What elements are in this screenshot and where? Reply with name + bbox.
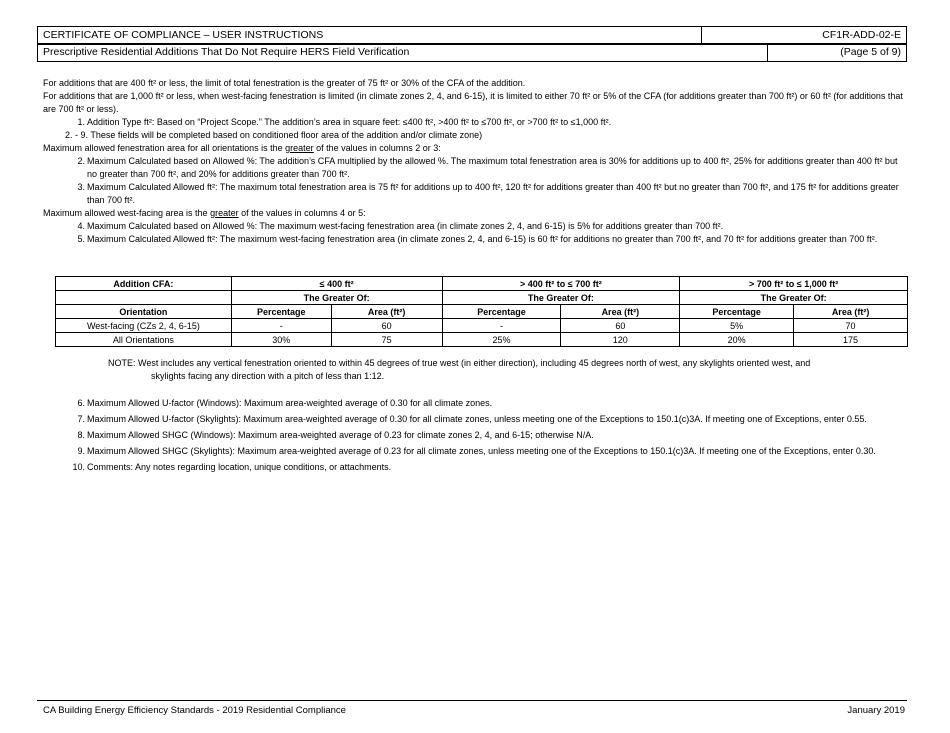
table-cell: 30% — [231, 333, 331, 347]
list-item: 9. Maximum Allowed SHGC (Skylights): Maximum area-weighted average of 0.23 for all climate zones, unless meeting one of the Exceptions to 150.1(c)3A. If meeting one of the Exceptions, enter 0.30. — [77, 446, 876, 456]
table-cell: 5% — [680, 319, 794, 333]
header-table-subtitle — [37, 43, 907, 62]
header-percentage: Percentage — [231, 305, 331, 319]
item-text: Addition Type ft²: Based on “Project Scope.” The addition’s area in square feet: ≤400 ft², >400 ft² to ≤700 ft², or >700 ft² to ≤1,000 ft². — [87, 117, 612, 127]
greater-of-3: The Greater Of: — [680, 291, 908, 305]
item-text: Maximum Calculated Allowed ft²: The maximum total fenestration area is 75 ft² for additions up to 400 ft², 120 ft² for additions greater than 400 ft² but no greater than 700 ft², and 175 ft² for additions greater than 700 ft². — [87, 182, 899, 205]
footer-date: January 2019 — [847, 705, 905, 716]
table-cell: - — [442, 319, 561, 333]
note-label: NOTE: — [108, 358, 139, 368]
table-row — [56, 333, 908, 347]
fenestration-table — [55, 276, 908, 347]
intro-paragraph-2: For additions that are 1,000 ft² or less, when west-facing fenestration is limited (in climate zones 2, 4, and 6-15), it is limited to either 70 ft² or 5% of the CFA (for additions greater than 700 ft²) or 60 ft² (for additions that are 700 ft² or less). — [43, 91, 903, 114]
row-label: All Orientations — [56, 333, 232, 347]
list-item: 8. Maximum Allowed SHGC (Windows): Maximum area-weighted average of 0.23 for climate zones 2, 4, and 6-15; otherwise N/A. — [77, 430, 594, 440]
note-text-continued: skylights facing any direction with a pitch of less than 1:12. — [151, 371, 385, 381]
header-range-1: ≤ 400 ft² — [231, 277, 442, 291]
greater-of-1: The Greater Of: — [231, 291, 442, 305]
list-item: 1. Addition Type ft²: Based on “Project Scope.” The addition’s area in square feet: ≤400 ft², >400 ft² to ≤700 ft², or >700 ft² to ≤1,000 ft². — [77, 117, 612, 127]
row-label: West-facing (CZs 2, 4, 6-15) — [56, 319, 232, 333]
instructions-intro — [43, 77, 909, 246]
item-text: Maximum Calculated based on Allowed %: The addition’s CFA multiplied by the allowed %. The maximum total fenestration area is 30% for additions up to 400 ft², 25% for additions greater than 400 ft² but no greater than 700 ft², and 20% for additions greater than 700 ft². — [87, 156, 898, 179]
list-item: 3. Maximum Calculated Allowed ft²: The maximum total fenestration area is 75 ft² for additions up to 400 ft², 120 ft² for additions greater than 400 ft² but no greater than 700 ft², and 175 ft² for additions greater than 700 ft². — [77, 182, 899, 205]
table-cell: - — [231, 319, 331, 333]
table-cell: 20% — [680, 333, 794, 347]
header-area: Area (ft²) — [794, 305, 908, 319]
document-subtitle: Prescriptive Residential Additions That Do Not Require HERS Field Verification — [38, 44, 768, 62]
header-range-2: > 400 ft² to ≤ 700 ft² — [442, 277, 680, 291]
header-percentage: Percentage — [680, 305, 794, 319]
item-text: Maximum Allowed SHGC (Windows): Maximum area-weighted average of 0.23 for climate zones 2, 4, and 6-15; otherwise N/A. — [87, 430, 594, 440]
table-cell: 70 — [794, 319, 908, 333]
list-item: 10. Comments: Any notes regarding location, unique conditions, or attachments. — [72, 462, 392, 472]
header-area: Area (ft²) — [561, 305, 680, 319]
table-row — [56, 319, 908, 333]
item-text: Comments: Any notes regarding location, unique conditions, or attachments. — [87, 462, 392, 472]
header-addition-cfa: Addition CFA: — [56, 277, 232, 291]
table-cell: 175 — [794, 333, 908, 347]
table-cell: 75 — [331, 333, 442, 347]
table-cell: 60 — [331, 319, 442, 333]
header-percentage: Percentage — [442, 305, 561, 319]
instruction-list — [43, 397, 909, 477]
max-all-heading: Maximum allowed fenestration area for all orientations is the greater of the values in columns 2 or 3: — [43, 143, 441, 153]
note-text: West includes any vertical fenestration oriented to within 45 degrees of true west (in either direction), including 45 degrees north of west, any skylights oriented west, and — [138, 358, 811, 368]
list-item: 5. Maximum Calculated Allowed ft²: The maximum west-facing fenestration area (in climate zones 2, 4, and 6-15) is 60 ft² for additions no greater than 700 ft², and 70 ft² for additions greater than 700 ft². — [77, 234, 878, 244]
item-text: Maximum Calculated Allowed ft²: The maximum west-facing fenestration area (in climate zones 2, 4, and 6-15) is 60 ft² for additions no greater than 700 ft², and 70 ft² for additions greater than 700 ft². — [87, 234, 878, 244]
footer-standards: CA Building Energy Efficiency Standards - 2019 Residential Compliance — [43, 705, 346, 716]
item-text: Maximum Allowed U-factor (Windows): Maximum area-weighted average of 0.30 for all climate zones. — [87, 398, 493, 408]
max-west-heading: Maximum allowed west-facing area is the greater of the values in columns 4 or 5: — [43, 208, 366, 218]
table-cell: 60 — [561, 319, 680, 333]
item-text: Maximum Allowed SHGC (Skylights): Maximum area-weighted average of 0.23 for all climate zones, unless meeting one of the Exceptions to 150.1(c)3A. If meeting one of the Exceptions, enter 0.30. — [87, 446, 876, 456]
page-number: (Page 5 of 9) — [768, 44, 907, 62]
header-range-3: > 700 ft² to ≤ 1,000 ft² — [680, 277, 908, 291]
footer-divider — [37, 700, 907, 701]
list-item: 6. Maximum Allowed U-factor (Windows): Maximum area-weighted average of 0.30 for all climate zones. — [77, 398, 493, 408]
document-title: CERTIFICATE OF COMPLIANCE – USER INSTRUCTIONS — [38, 27, 702, 45]
list-item: 2. - 9. These fields will be completed based on conditioned floor area of the addition and/or climate zone) — [65, 130, 483, 140]
item-text: Maximum Allowed U-factor (Skylights): Maximum area-weighted average of 0.30 for all climate zones, unless meeting one of the Exceptions to 150.1(c)3A. If meeting one of Exceptions, enter 0.55. — [87, 414, 867, 424]
note — [108, 357, 898, 383]
item-text: Maximum Calculated based on Allowed %: The maximum west-facing fenestration area (in climate zones 2, 4, and 6-15) is 5% for additions greater than 700 ft². — [87, 221, 724, 231]
greater-of-2: The Greater Of: — [442, 291, 680, 305]
header-area: Area (ft²) — [331, 305, 442, 319]
list-item: 7. Maximum Allowed U-factor (Skylights): Maximum area-weighted average of 0.30 for all climate zones, unless meeting one of the Exceptions to 150.1(c)3A. If meeting one of Exceptions, enter 0.55. — [77, 414, 867, 424]
form-code: CF1R-ADD-02-E — [702, 27, 907, 45]
header-orientation: Orientation — [56, 305, 232, 319]
table-cell: 120 — [561, 333, 680, 347]
intro-paragraph-1: For additions that are 400 ft² or less, the limit of total fenestration is the greater of 75 ft² or 30% of the CFA of the addition. — [43, 78, 526, 88]
list-item: 4. Maximum Calculated based on Allowed %: The maximum west-facing fenestration area (in climate zones 2, 4, and 6-15) is 5% for additions greater than 700 ft². — [77, 221, 724, 231]
empty-cell — [56, 291, 232, 305]
table-cell: 25% — [442, 333, 561, 347]
list-item: 2. Maximum Calculated based on Allowed %: The addition’s CFA multiplied by the allowed %. The maximum total fenestration area is 30% for additions up to 400 ft², 25% for additions greater than 400 ft² but no greater than 700 ft², and 20% for additions greater than 700 ft². — [77, 156, 898, 179]
